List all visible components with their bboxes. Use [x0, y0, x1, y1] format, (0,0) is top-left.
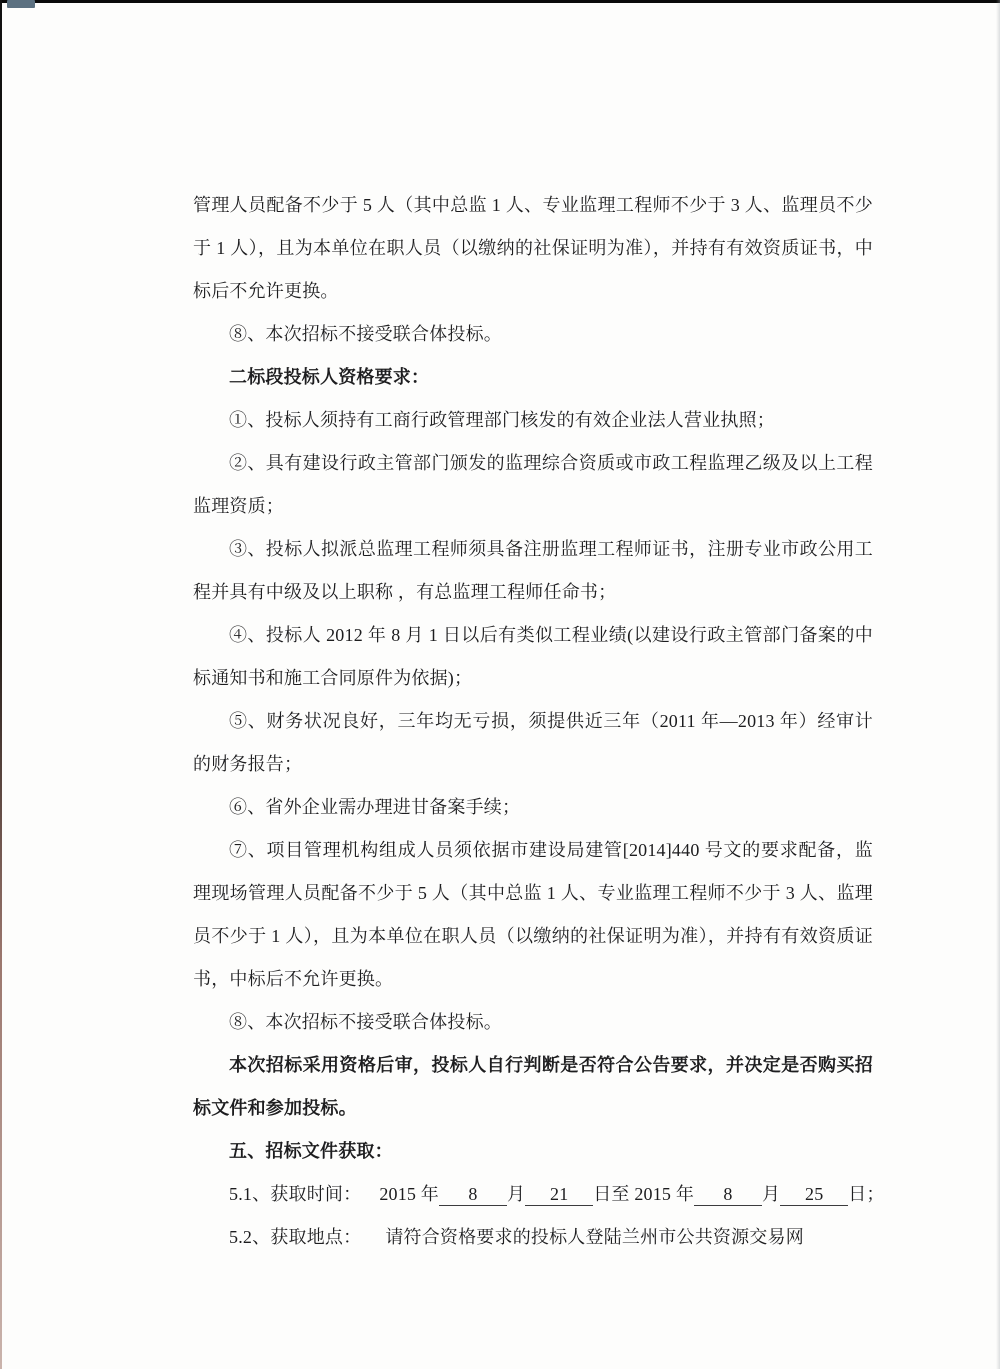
acquisition-month-char-2: 月 — [762, 1184, 781, 1204]
acquisition-place-line — [193, 1216, 873, 1259]
scan-edge-left — [0, 0, 2, 1369]
scan-edge-right — [996, 0, 1000, 1369]
acquisition-place-text: 请符合资格要求的投标人登陆兰州市公共资源交易网 — [385, 1227, 804, 1247]
document-body — [193, 184, 885, 1259]
acquisition-time-year-1: 2015 年 — [379, 1184, 440, 1204]
acquisition-place-label: 5.2、获取地点： — [229, 1227, 362, 1247]
acquisition-time-line — [193, 1173, 885, 1216]
paragraph: 二标段投标人资格要求： — [229, 367, 430, 387]
paragraph: 五、招标文件获取： — [229, 1141, 393, 1161]
paragraph: 本次招标采用资格后审，投标人自行判断是否符合公告要求，并决定是否购买招标文件和参加投标。 — [193, 1055, 873, 1118]
paragraph: ⑧、本次招标不接受联合体投标。 — [229, 324, 502, 344]
acquisition-day-blank-2: 25 — [780, 1184, 848, 1206]
acquisition-time-label: 5.1、获取时间： — [229, 1184, 362, 1204]
paragraph: ⑤、财务状况良好，三年均无亏损，须提供近三年（2011 年—2013 年）经审计的财务报告； — [193, 711, 873, 774]
acquisition-time-end: 日； — [848, 1184, 885, 1204]
paragraph: ③、投标人拟派总监理工程师须具备注册监理工程师证书，注册专业市政公用工程并具有中级及以上职称 ，有总监理工程师任命书； — [193, 539, 873, 602]
acquisition-month-char-1: 月 — [507, 1184, 526, 1204]
scan-edge-top — [0, 0, 1000, 3]
paragraph: ⑥、省外企业需办理进甘备案手续； — [229, 797, 521, 817]
acquisition-day-blank-1: 21 — [525, 1184, 593, 1206]
paragraph: ⑦、项目管理机构组成人员须依据市建设局建管[2014]440 号文的要求配备，监理现场管理人员配备不少于 5 人（其中总监 1 人、专业监理工程师不少于 3 人、监理员不少于 1 人），且为本单位在职人员（以缴纳的社保证明为准），并持有有效资质证书，中标后不允许更换。 — [193, 840, 873, 989]
paragraph: 管理人员配备不少于 5 人（其中总监 1 人、专业监理工程师不少于 3 人、监理员不少于 1 人），且为本单位在职人员（以缴纳的社保证明为准），并持有有效资质证书，中标后不允许更换。 — [193, 195, 873, 301]
paragraph: ⑧、本次招标不接受联合体投标。 — [229, 1012, 502, 1032]
paragraph: ①、投标人须持有工商行政管理部门核发的有效企业法人营业执照； — [229, 410, 775, 430]
paragraph: ②、具有建设行政主管部门颁发的监理综合资质或市政工程监理乙级及以上工程监理资质； — [193, 453, 873, 516]
paragraph: ④、投标人 2012 年 8 月 1 日以后有类似工程业绩(以建设行政主管部门备案的中标通知书和施工合同原件为依据)； — [193, 625, 873, 688]
acquisition-month-blank-1: 8 — [439, 1184, 507, 1206]
paragraph-list — [193, 184, 873, 1173]
acquisition-month-blank-2: 8 — [694, 1184, 762, 1206]
acquisition-time-to-segment: 日至 2015 年 — [593, 1184, 695, 1204]
scan-corner-chip — [7, 0, 35, 8]
